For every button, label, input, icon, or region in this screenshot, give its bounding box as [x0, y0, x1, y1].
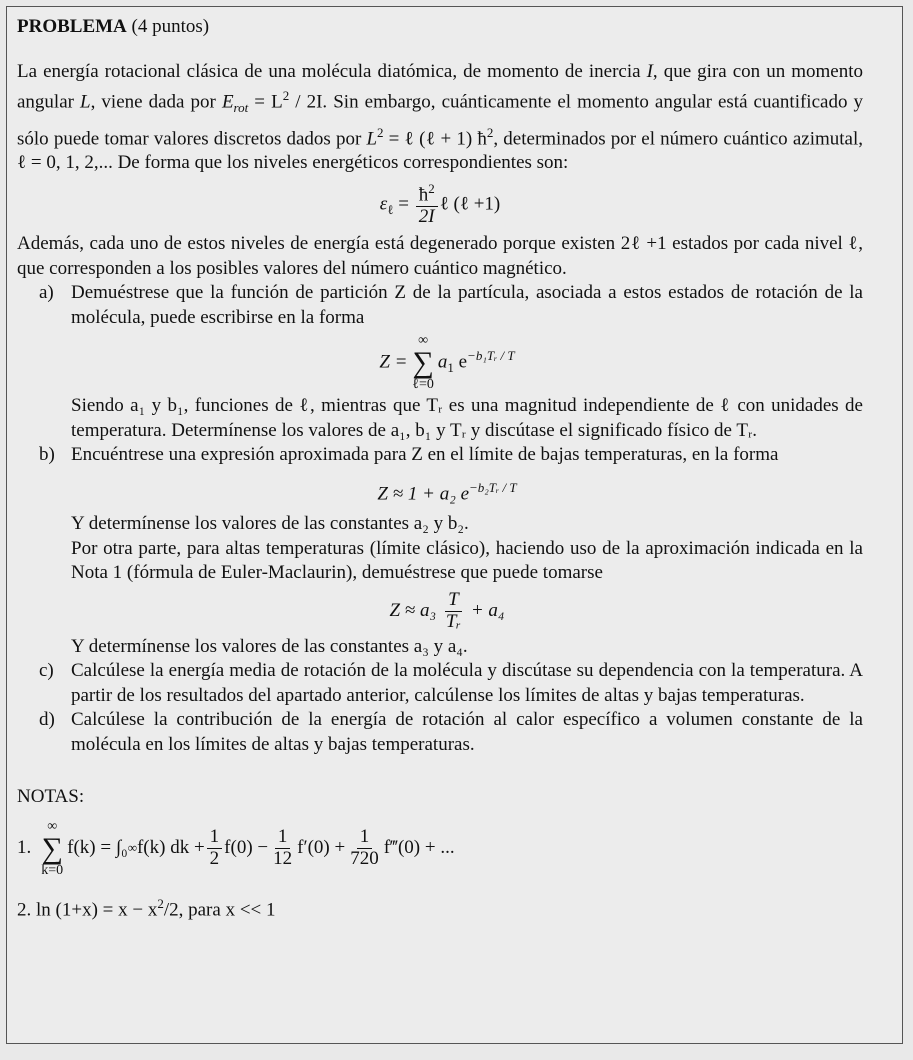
- problem-title: [17, 15, 863, 40]
- note-1-term-d: f′(0) +: [297, 837, 346, 859]
- item-b-text-4: Y determínense los valores de las constantes a₃ y a₄.: [71, 635, 468, 657]
- symbol-L: L: [80, 91, 91, 113]
- coef-a-sub: 1: [447, 360, 454, 376]
- partition-lhs: Z =: [379, 351, 413, 373]
- note-2-label: 2.: [17, 899, 32, 920]
- denominator-2I: 2I: [418, 206, 435, 228]
- symbol-epsilon: ε: [379, 193, 388, 215]
- subscript-l: ℓ: [387, 202, 394, 218]
- equals-sign: =: [393, 193, 414, 215]
- note-1-sum: [41, 820, 63, 878]
- frac-half-den: 2: [209, 848, 220, 870]
- high-temp-lhs: Z ≈ a₃: [389, 599, 437, 621]
- note-2-expr-b: /2, para x << 1: [163, 899, 276, 920]
- note-2-expr-a: ln (1+x) = x − x: [31, 899, 158, 920]
- note-1-label: 1.: [17, 837, 32, 859]
- note-1-frac-twelfth: [270, 827, 295, 870]
- note-1-frac-720: [347, 827, 382, 870]
- sigma-icon: ∑: [412, 346, 434, 380]
- high-temp-rhs: + a₄: [470, 599, 505, 621]
- equation-low-temp: [31, 476, 863, 507]
- levels-rest: ℓ (ℓ +1): [439, 193, 501, 215]
- frac-half-num: 1: [207, 827, 223, 849]
- fraction-T-Tr: [443, 590, 464, 633]
- intro-paragraph: [17, 60, 863, 176]
- page: [6, 6, 903, 1044]
- hbar: ħ: [418, 184, 429, 206]
- item-d: [39, 708, 863, 757]
- title-bold: PROBLEMA: [17, 16, 127, 37]
- equation-high-temp: [31, 590, 863, 633]
- note-1: [17, 820, 863, 878]
- degeneracy-paragraph: Además, cada uno de estos niveles de energía está degenerado porque existen 2ℓ +1 estados por cada nivel ℓ, que corresponden a los posibles valores del número cuántico magnético.: [17, 233, 863, 279]
- item-a: [39, 281, 863, 443]
- item-b-text-2: Y determínense los valores de las constantes a₂ y b₂.: [71, 513, 469, 535]
- note-1-sum-upper: ∞: [47, 818, 58, 834]
- equation-energy-levels: [17, 182, 863, 228]
- note-2-sup: 2: [157, 895, 164, 911]
- frac-720-den: 720: [350, 848, 379, 870]
- item-d-text: Calcúlese la contribución de la energía de rotación al calor específico a volumen constante de la molécula en los límites de altas y bajas temperaturas.: [71, 709, 863, 755]
- item-b-text-3: Por otra parte, para altas temperaturas (límite clásico), haciendo uso de la aproximación indicada en la Nota 1 (fórmula de Euler-Maclaurin), demuéstrese que puede tomarse: [71, 537, 863, 584]
- symbol-E: E: [221, 91, 234, 113]
- exponent-a: −b₁Tᵣ / T: [467, 348, 515, 364]
- low-temp-expr: Z ≈ 1 + a₂ e: [377, 482, 470, 504]
- note-1-sum-lower: k=0: [41, 862, 64, 878]
- frac-den-Tr: Tᵣ: [445, 610, 462, 632]
- item-a-text-2: Siendo a₁ y b₁, funciones de ℓ, mientras que Tᵣ es una magnitud independiente de ℓ con unidades de temperatura. Determínense los valores de a₁, b₁ y Tᵣ y discútase el significado físico de Tᵣ.: [71, 395, 863, 441]
- exp-base: e: [453, 351, 468, 373]
- sum-lower-limit: ℓ=0: [412, 377, 434, 393]
- intro-text-3: , viene dada por: [90, 91, 222, 113]
- item-a-label: a): [39, 282, 54, 304]
- sup-2-b: 2: [377, 124, 384, 140]
- title-points: (4 puntos): [126, 16, 210, 37]
- note-1-term-c: f(0) −: [224, 837, 269, 859]
- intro-eq-1b: / 2I: [289, 91, 323, 113]
- hbar-sup: 2: [428, 180, 435, 196]
- intro-text-2: , que gira con un momento angular: [17, 60, 863, 113]
- symbol-L2: L: [366, 127, 378, 149]
- intro-eq-2: = ℓ (ℓ + 1) ħ: [383, 127, 487, 149]
- intro-eq-1: = L: [248, 91, 283, 113]
- item-c: [39, 659, 863, 708]
- sum-upper-limit: ∞: [418, 333, 429, 349]
- frac-720-num: 1: [357, 827, 373, 849]
- frac-twelfth-num: 1: [275, 827, 291, 849]
- problem-sheet: [17, 17, 863, 923]
- note-1-frac-half: [207, 827, 223, 870]
- equation-partition-sum: [31, 334, 863, 392]
- frac-twelfth-den: 12: [273, 848, 293, 870]
- note-1-term-b: f(k) dk +: [136, 837, 205, 859]
- intro-text-1: La energía rotacional clásica de una molécula diatómica, de momento de inercia: [17, 60, 647, 82]
- note-1-sigma-icon: ∑: [41, 831, 63, 865]
- note-2: [17, 892, 863, 923]
- sum-symbol: [412, 334, 434, 392]
- item-a-text-1: Demuéstrese que la función de partición Z de la partícula, asociada a estos estados de rotación de la molécula, puede escribirse en la forma: [71, 282, 863, 328]
- coef-a: a: [437, 351, 448, 373]
- frac-num-T: T: [448, 588, 459, 610]
- item-d-label: d): [39, 709, 55, 731]
- exponent-b: −b₂Tᵣ / T: [469, 479, 517, 495]
- item-b-label: b): [39, 444, 55, 466]
- sup-2-a: 2: [282, 88, 290, 103]
- sup-2-c: 2: [486, 124, 494, 140]
- fraction-hbar-2I: [416, 182, 438, 228]
- subscript-rot: rot: [233, 100, 249, 116]
- item-b-text-1: Encuéntrese una expresión aproximada para Z en el límite de bajas temperaturas, en la forma: [71, 444, 779, 466]
- item-c-text: Calcúlese la energía media de rotación de la molécula y discútase su dependencia con la temperatura. A partir de los resultados del apartado anterior, calcúlense los límites de altas y bajas temperaturas.: [71, 660, 863, 706]
- note-1-integral-upper: ∞: [127, 840, 137, 856]
- symbol-I: I: [646, 60, 653, 82]
- intro-text-5: , determinados por el número cuántico azimutal, ℓ = 0, 1, 2,... De forma que los niveles energéticos correspondientes son:: [17, 127, 863, 174]
- notes-title: NOTAS:: [17, 786, 85, 808]
- item-c-label: c): [39, 660, 54, 682]
- intro-text-4: . Sin embargo, cuánticamente el momento angular está cuantificado y sólo puede tomar valores discretos dados por: [17, 91, 864, 149]
- item-b: [39, 443, 863, 659]
- note-1-term-e: f‴(0) + ...: [383, 837, 455, 859]
- note-1-integral: f(k) = ∫₀: [67, 837, 128, 859]
